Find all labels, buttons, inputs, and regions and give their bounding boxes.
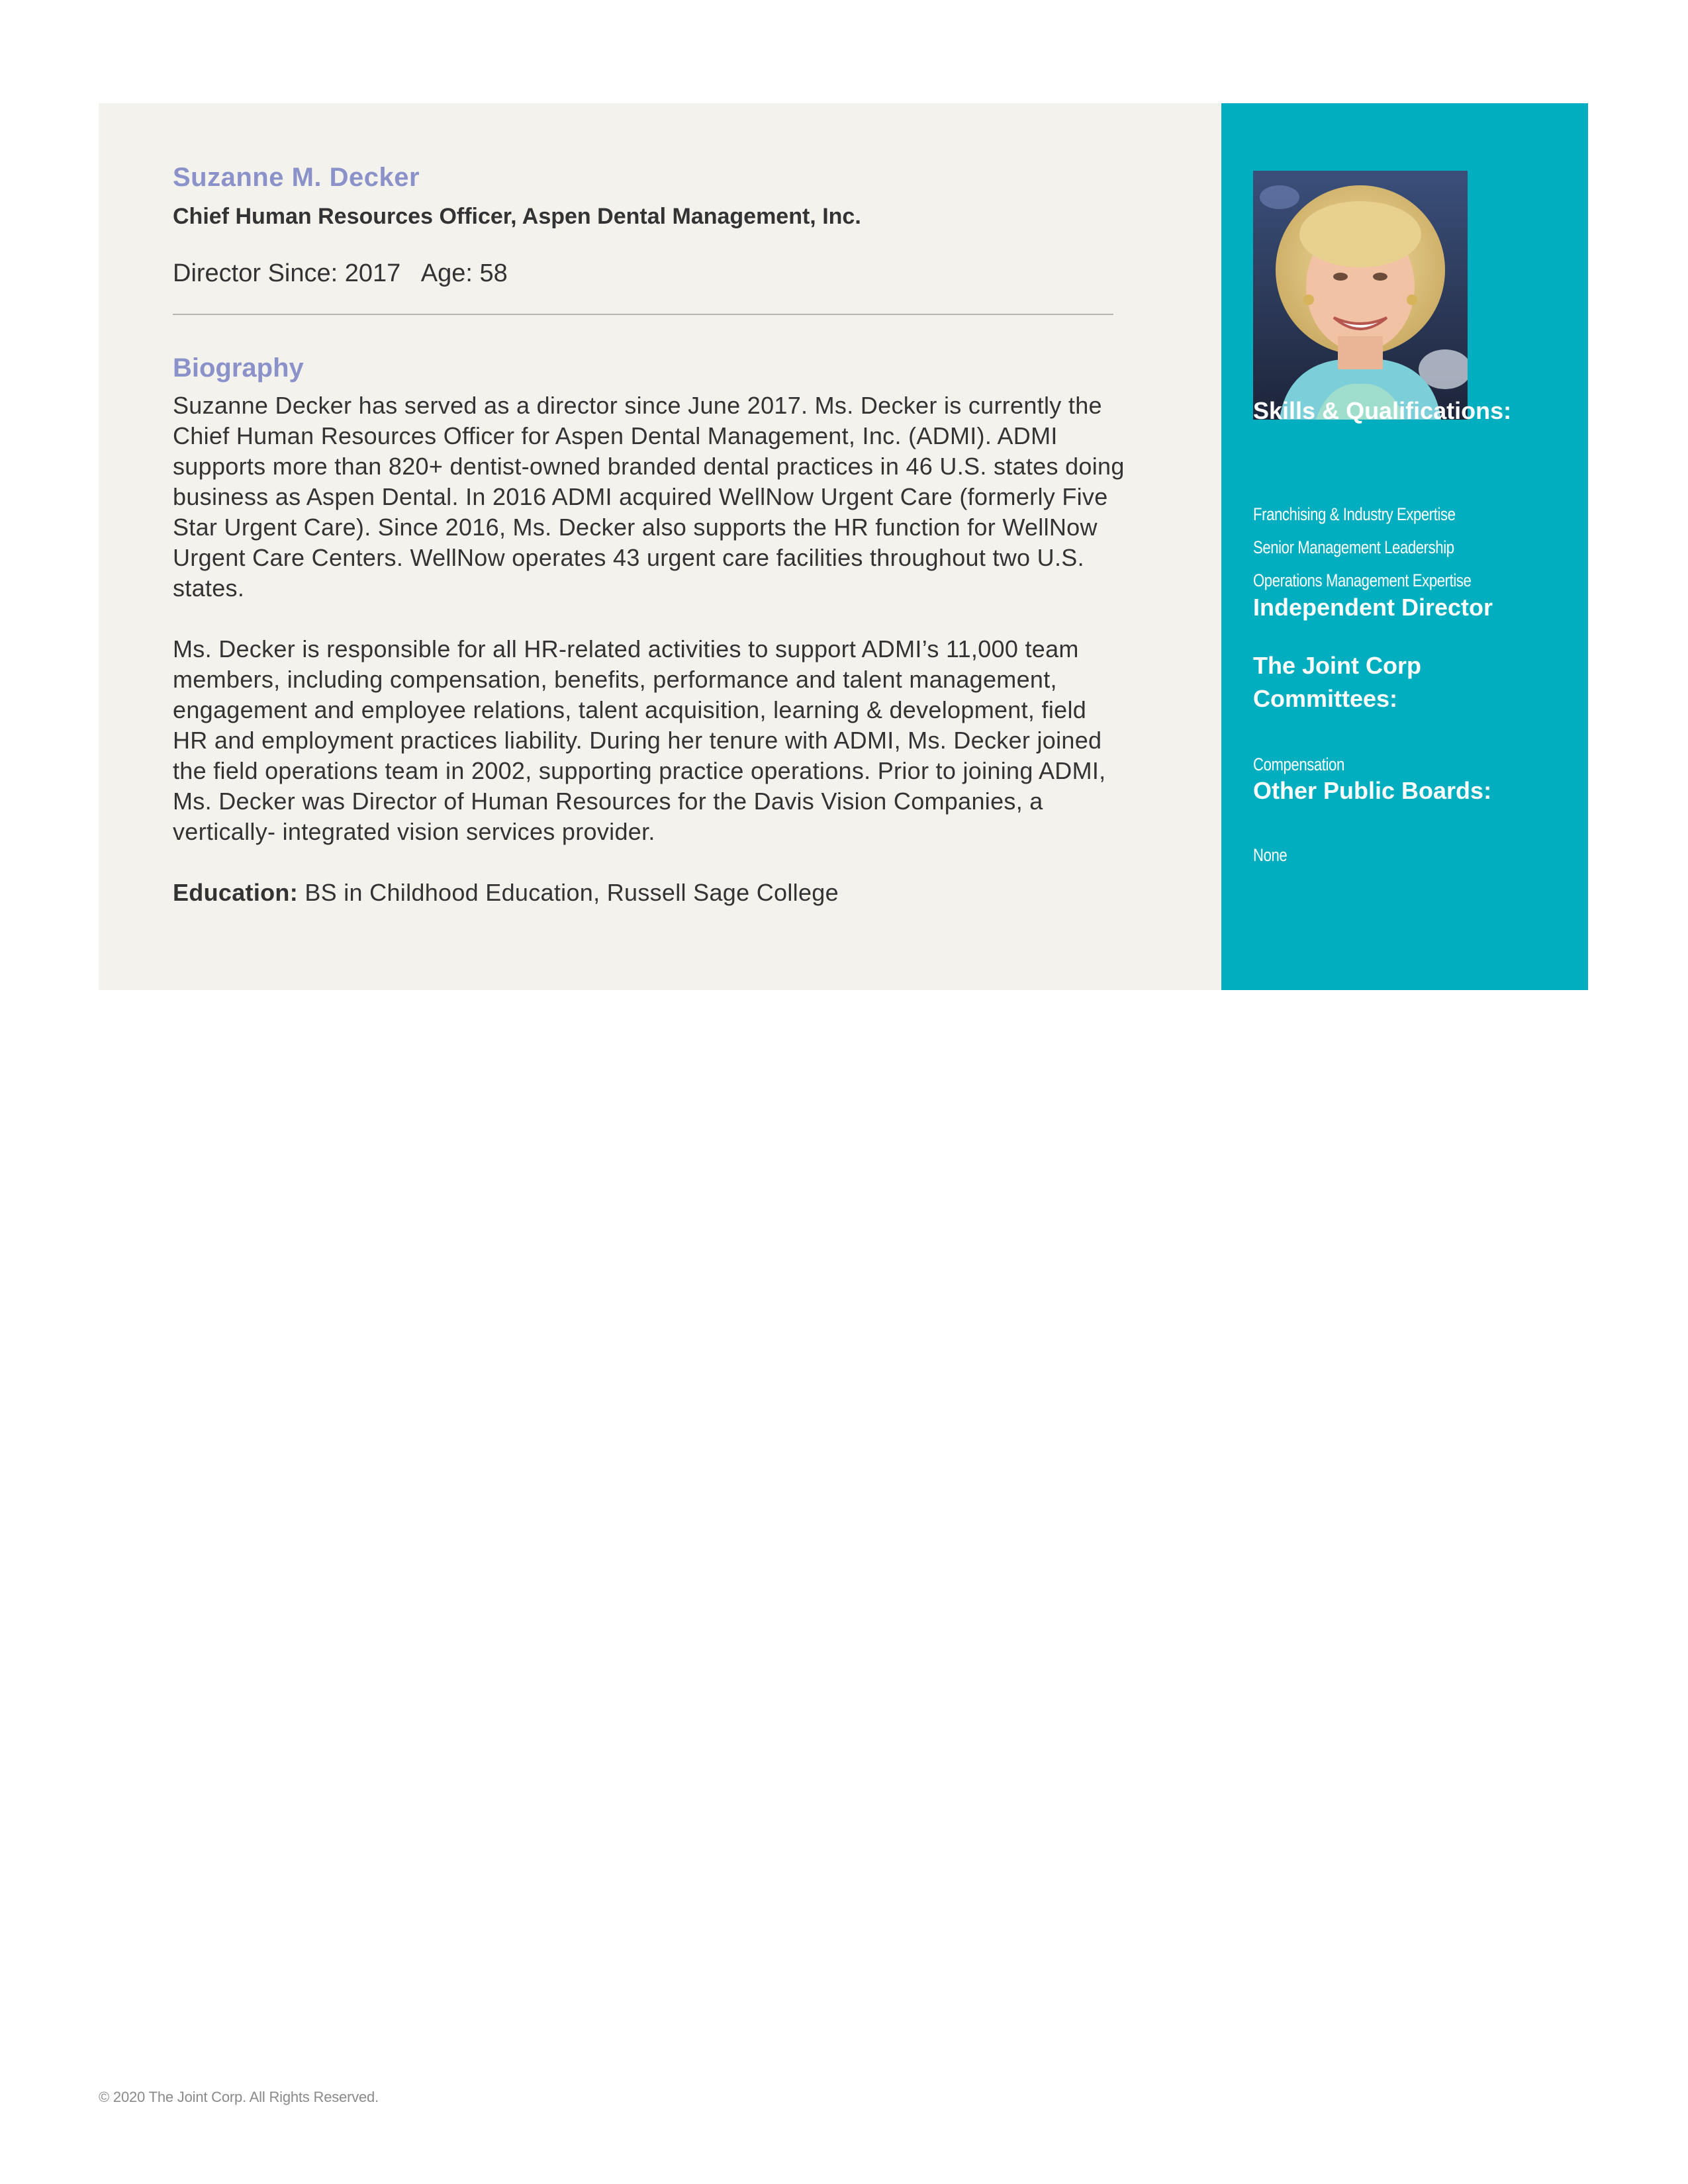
biography-heading: Biography bbox=[173, 353, 304, 383]
biography-paragraph: Ms. Decker is responsible for all HR-related activities to support ADMI’s 11,000 team members, including compensation, benefits, performance and talent management, engagement and employee relations, talent acquisition, learning & development, field HR and employment practices liability. During her tenure with ADMI, Ms. Decker joined the field operations team in 2002, supporting practice operations. Prior to joining ADMI, Ms. Decker was Director of Human Resources for the Davis Vision Companies, a vertically- integrated vision services provider. bbox=[173, 635, 1106, 845]
other-board-item: None bbox=[1253, 845, 1288, 865]
director-photo bbox=[1253, 171, 1468, 420]
skill-item: Franchising & Industry Expertise bbox=[1253, 504, 1456, 524]
committees-heading-line1: The Joint Corp bbox=[1253, 652, 1421, 679]
skill-item: Operations Management Expertise bbox=[1253, 570, 1472, 590]
committee-item: Compensation bbox=[1253, 754, 1344, 774]
director-since-value: 2017 bbox=[344, 259, 401, 287]
profile-sidebar bbox=[1221, 103, 1588, 990]
other-boards-heading: Other Public Boards: bbox=[1253, 777, 1492, 804]
profile-main-panel bbox=[99, 103, 1221, 990]
director-since-label: Director Since: bbox=[173, 259, 338, 287]
director-title: Chief Human Resources Officer, Aspen Dental Management, Inc. bbox=[173, 204, 861, 229]
age-label: Age: bbox=[420, 259, 473, 287]
education-label: Education: bbox=[173, 879, 298, 906]
section-divider bbox=[173, 314, 1113, 315]
director-profile-card bbox=[99, 103, 1588, 990]
skill-item: Senior Management Leadership bbox=[1253, 537, 1454, 557]
age-value: 58 bbox=[479, 259, 508, 287]
skills-heading: Skills & Qualifications: bbox=[1253, 397, 1512, 424]
committees-heading-line2: Committees: bbox=[1253, 685, 1398, 712]
director-meta bbox=[173, 259, 508, 288]
director-name: Suzanne M. Decker bbox=[173, 163, 420, 192]
education-line bbox=[173, 878, 1126, 908]
education-value: BS in Childhood Education, Russell Sage College bbox=[305, 879, 839, 906]
independent-director-label: Independent Director bbox=[1253, 594, 1493, 621]
copyright-footer: © 2020 The Joint Corp. All Rights Reserved. bbox=[99, 2089, 379, 2105]
biography-text bbox=[173, 390, 1126, 908]
biography-paragraph: Suzanne Decker has served as a director since June 2017. Ms. Decker is currently the Chief Human Resources Officer for Aspen Dental Management, Inc. (ADMI). ADMI supports more than 820+ dentist-owned branded dental practices in 46 U.S. states doing business as Aspen Dental. In 2016 ADMI acquired WellNow Urgent Care (formerly Five Star Urgent Care). Since 2016, Ms. Decker also supports the HR function for WellNow Urgent Care Centers. WellNow operates 43 urgent care facilities throughout two U.S. states. bbox=[173, 392, 1125, 602]
